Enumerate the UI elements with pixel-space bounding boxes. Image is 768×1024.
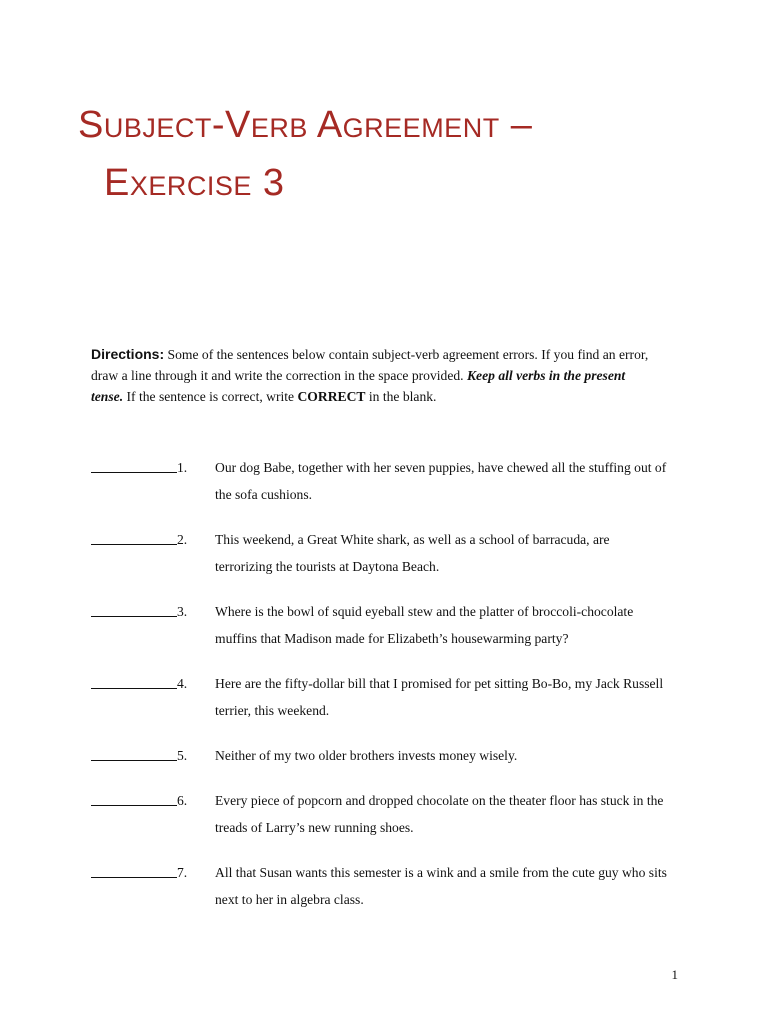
directions-text-3: in the blank. [368,389,437,404]
title-line-2: Exercise 3 [104,162,285,204]
exercise-item [91,670,671,724]
item-sentence: Our dog Babe, together with her seven puppies, have chewed all the stuffing out of the sofa cushions. [215,460,667,502]
exercise-list [91,454,671,931]
item-sentence: Neither of my two older brothers invests money wisely. [215,748,518,763]
item-sentence: Every piece of popcorn and dropped chocolate on the theater floor has stuck in the treads of Larry’s new running shoes. [215,793,664,835]
answer-blank[interactable] [91,670,177,689]
item-sentence: Here are the fifty-dollar bill that I promised for pet sitting Bo-Bo, my Jack Russell terrier, this weekend. [215,676,664,718]
answer-blank[interactable] [91,787,177,806]
item-number: 5. [177,748,188,763]
directions-paragraph [91,344,651,407]
answer-blank[interactable] [91,454,177,473]
item-sentence: This weekend, a Great White shark, as well as a school of barracuda, are terrorizing the tourists at Daytona Beach. [215,532,610,574]
item-sentence: All that Susan wants this semester is a wink and a smile from the cute guy who sits next to her in algebra class. [215,865,667,907]
exercise-item [91,526,671,580]
title-line-1: Subject-Verb Agreement – [78,104,533,146]
item-number: 2. [177,532,188,547]
item-number: 7. [177,865,188,880]
exercise-item [91,598,671,652]
exercise-item [91,454,671,508]
exercise-item [91,859,671,913]
directions-text-2: If the sentence is correct, write [126,389,295,404]
exercise-item [91,787,671,841]
directions-emphasis: Keep all verbs in the present tense. [91,368,626,404]
item-sentence: Where is the bowl of squid eyeball stew and the platter of broccoli-chocolate muffins that Madison made for Elizabeth’s housewarming party? [215,604,634,646]
answer-blank[interactable] [91,859,177,878]
answer-blank[interactable] [91,742,177,761]
answer-blank[interactable] [91,598,177,617]
exercise-item [91,742,671,769]
page-title [78,96,532,212]
item-number: 3. [177,604,188,619]
directions-text-1: Some of the sentences below contain subject-verb agreement errors. If you find an error, draw a line through it and write the correction in the space provided. [91,347,649,383]
answer-blank[interactable] [91,526,177,545]
item-number: 6. [177,793,188,808]
directions-label: Directions: [91,346,165,362]
page-number: 1 [671,967,678,982]
directions-correct-word: CORRECT [297,389,366,404]
item-number: 1. [177,460,188,475]
item-number: 4. [177,676,188,691]
